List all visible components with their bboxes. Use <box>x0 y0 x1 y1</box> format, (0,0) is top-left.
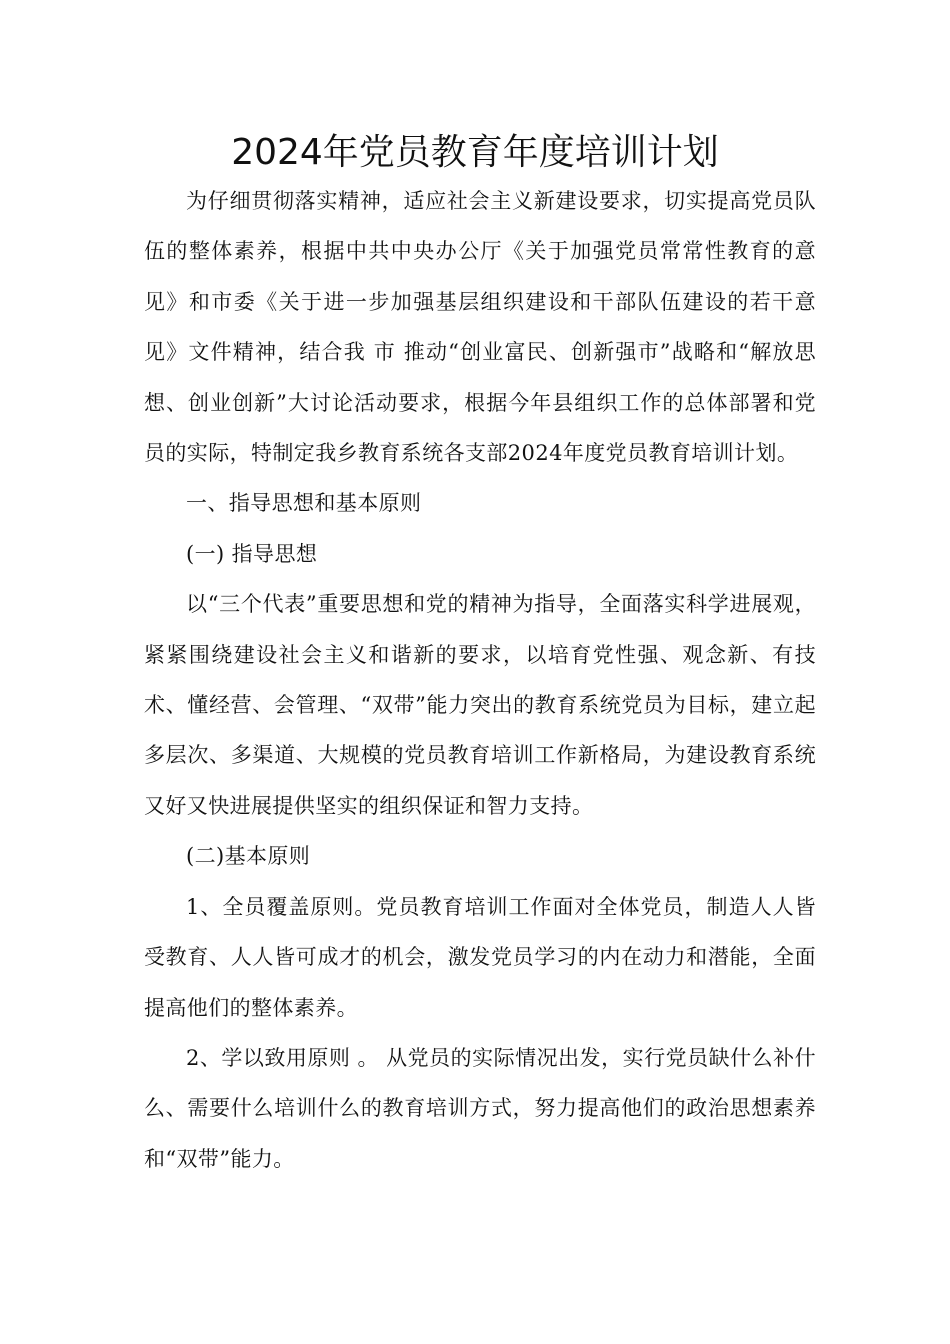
section-heading-guiding-principles: 一、指导思想和基本原则 <box>186 491 422 516</box>
document-body <box>144 176 816 1184</box>
document-title: 2024年党员教育年度培训计划 <box>231 132 719 173</box>
principle-practical-application: 2、学以致用原则 。 从党员的实际情况出发，实行党员缺什么补什么、需要什么培训什么的教育培训方式，努力提高他们的政治思想素养和“双带”能力。 <box>144 1045 816 1171</box>
subsection-heading-basic-principles: (二)基本原则 <box>186 844 311 869</box>
intro-paragraph: 为仔细贯彻落实精神，适应社会主义新建设要求，切实提高党员队伍的整体素养，根据中共中央办公厅《关于加强党员常常性教育的意见》和市委《关于进一步加强基层组织建设和干部队伍建设的若干意见》文件精神，结合我 市 推动“创业富民、创新强市”战略和“解放思想、创业创新”大讨论活动要求，根据今年县组织工作的总体部署和党员的实际，特制定我乡教育系统各支部2024年度党员教育培训计划。 <box>144 189 816 466</box>
subsection-heading-guiding-thought: (一) 指导思想 <box>186 541 318 566</box>
guiding-thought-paragraph: 以“三个代表”重要思想和党的精神为指导，全面落实科学进展观，紧紧围绕建设社会主义和谐新的要求，以培育党性强、观念新、有技术、懂经营、会管理、“双带”能力突出的教育系统党员为目标，建立起多层次、多渠道、大规模的党员教育培训工作新格局，为建设教育系统又好又快进展提供坚实的组织保证和智力支持。 <box>144 592 816 818</box>
principle-full-coverage: 1、全员覆盖原则。党员教育培训工作面对全体党员，制造人人皆受教育、人人皆可成才的机会，激发党员学习的内在动力和潜能，全面提高他们的整体素养。 <box>144 894 816 1020</box>
